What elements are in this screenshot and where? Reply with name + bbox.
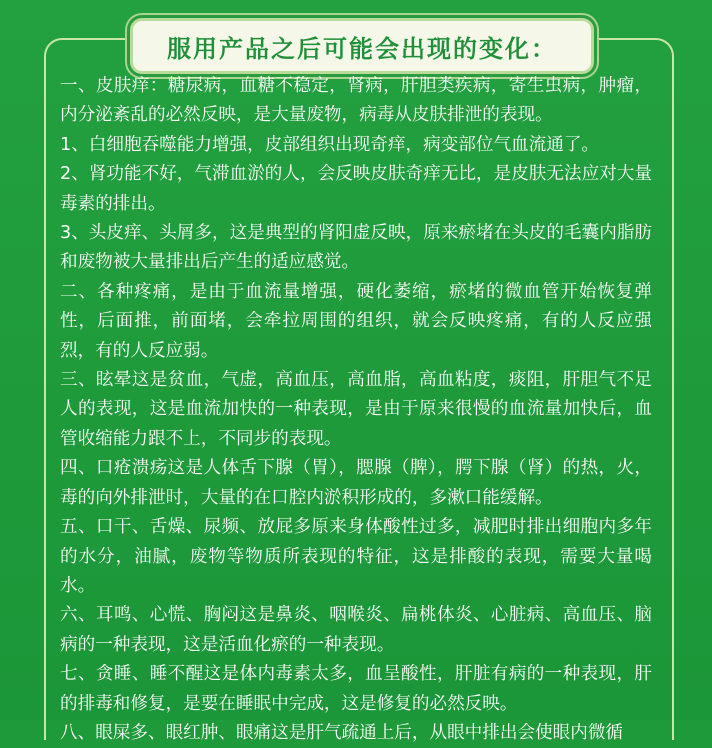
content-body <box>60 72 652 748</box>
title-banner <box>130 18 594 74</box>
paragraph-3: 2、肾功能不好，气滞血淤的人，会反映皮肤奇痒无比，是皮肤无法应对大量毒素的排出。 <box>60 164 652 214</box>
paragraph-11: 八、眼屎多、眼红肿、眼痛这是肝气疏通上后，从眼中排出会使眼内微循 <box>60 722 624 743</box>
paragraph-5: 二、各种疼痛，是由于血流量增强，硬化萎缩，瘀堵的微血管开始恢复弹性，后面推，前面堵，会牵拉周围的组织，就会反映疼痛，有的人反应强烈，有的人反应弱。 <box>60 281 652 361</box>
paragraph-1: 一、皮肤痒：糖尿病，血糖不稳定，肾病，肝胆类疾病，寄生虫病，肿瘤，内分泌紊乱的必然反映，是大量废物，病毒从皮肤排泄的表现。 <box>60 76 652 126</box>
banner-title: 服用产品之后可能会出现的变化： <box>167 34 557 63</box>
paragraph-8: 五、口干、舌燥、尿频、放屁多原来身体酸性过多，减肥时排出细胞内多年的水分，油腻，废物等物质所表现的特征，这是排酸的表现，需要大量喝水。 <box>60 517 652 596</box>
paragraph-7: 四、口疮溃疡这是人体舌下腺（胃），腮腺（脾），腭下腺（肾）的热，火，毒的向外排泄时，大量的在口腔内淤积形成的，多漱口能缓解。 <box>60 458 652 508</box>
paragraph-9: 六、耳鸣、心慌、胸闷这是鼻炎、咽喉炎、扁桃体炎、心脏病、高血压、脑病的一种表现，这是活血化瘀的一种表现。 <box>60 605 652 655</box>
paragraph-10: 七、贪睡、睡不醒这是体内毒素太多，血呈酸性，肝脏有病的一种表现，肝的排毒和修复，是要在睡眠中完成，这是修复的必然反映。 <box>60 664 652 714</box>
paragraph-6: 三、眩晕这是贫血，气虚，高血压，高血脂，高血粘度，痰阻，肝胆气不足人的表现，这是血流加快的一种表现，是由于原来很慢的血流量加快后，血管收缩能力跟不上，不同步的表现。 <box>60 370 652 449</box>
paragraph-4: 3、头皮痒、头屑多，这是典型的肾阳虚反映，原来瘀堵在头皮的毛囊内脂肪和废物被大量排出后产生的适应感觉。 <box>60 223 652 273</box>
paragraph-2: 1、白细胞吞噬能力增强，皮部组织出现奇痒，病变部位气血流通了。 <box>60 134 600 155</box>
